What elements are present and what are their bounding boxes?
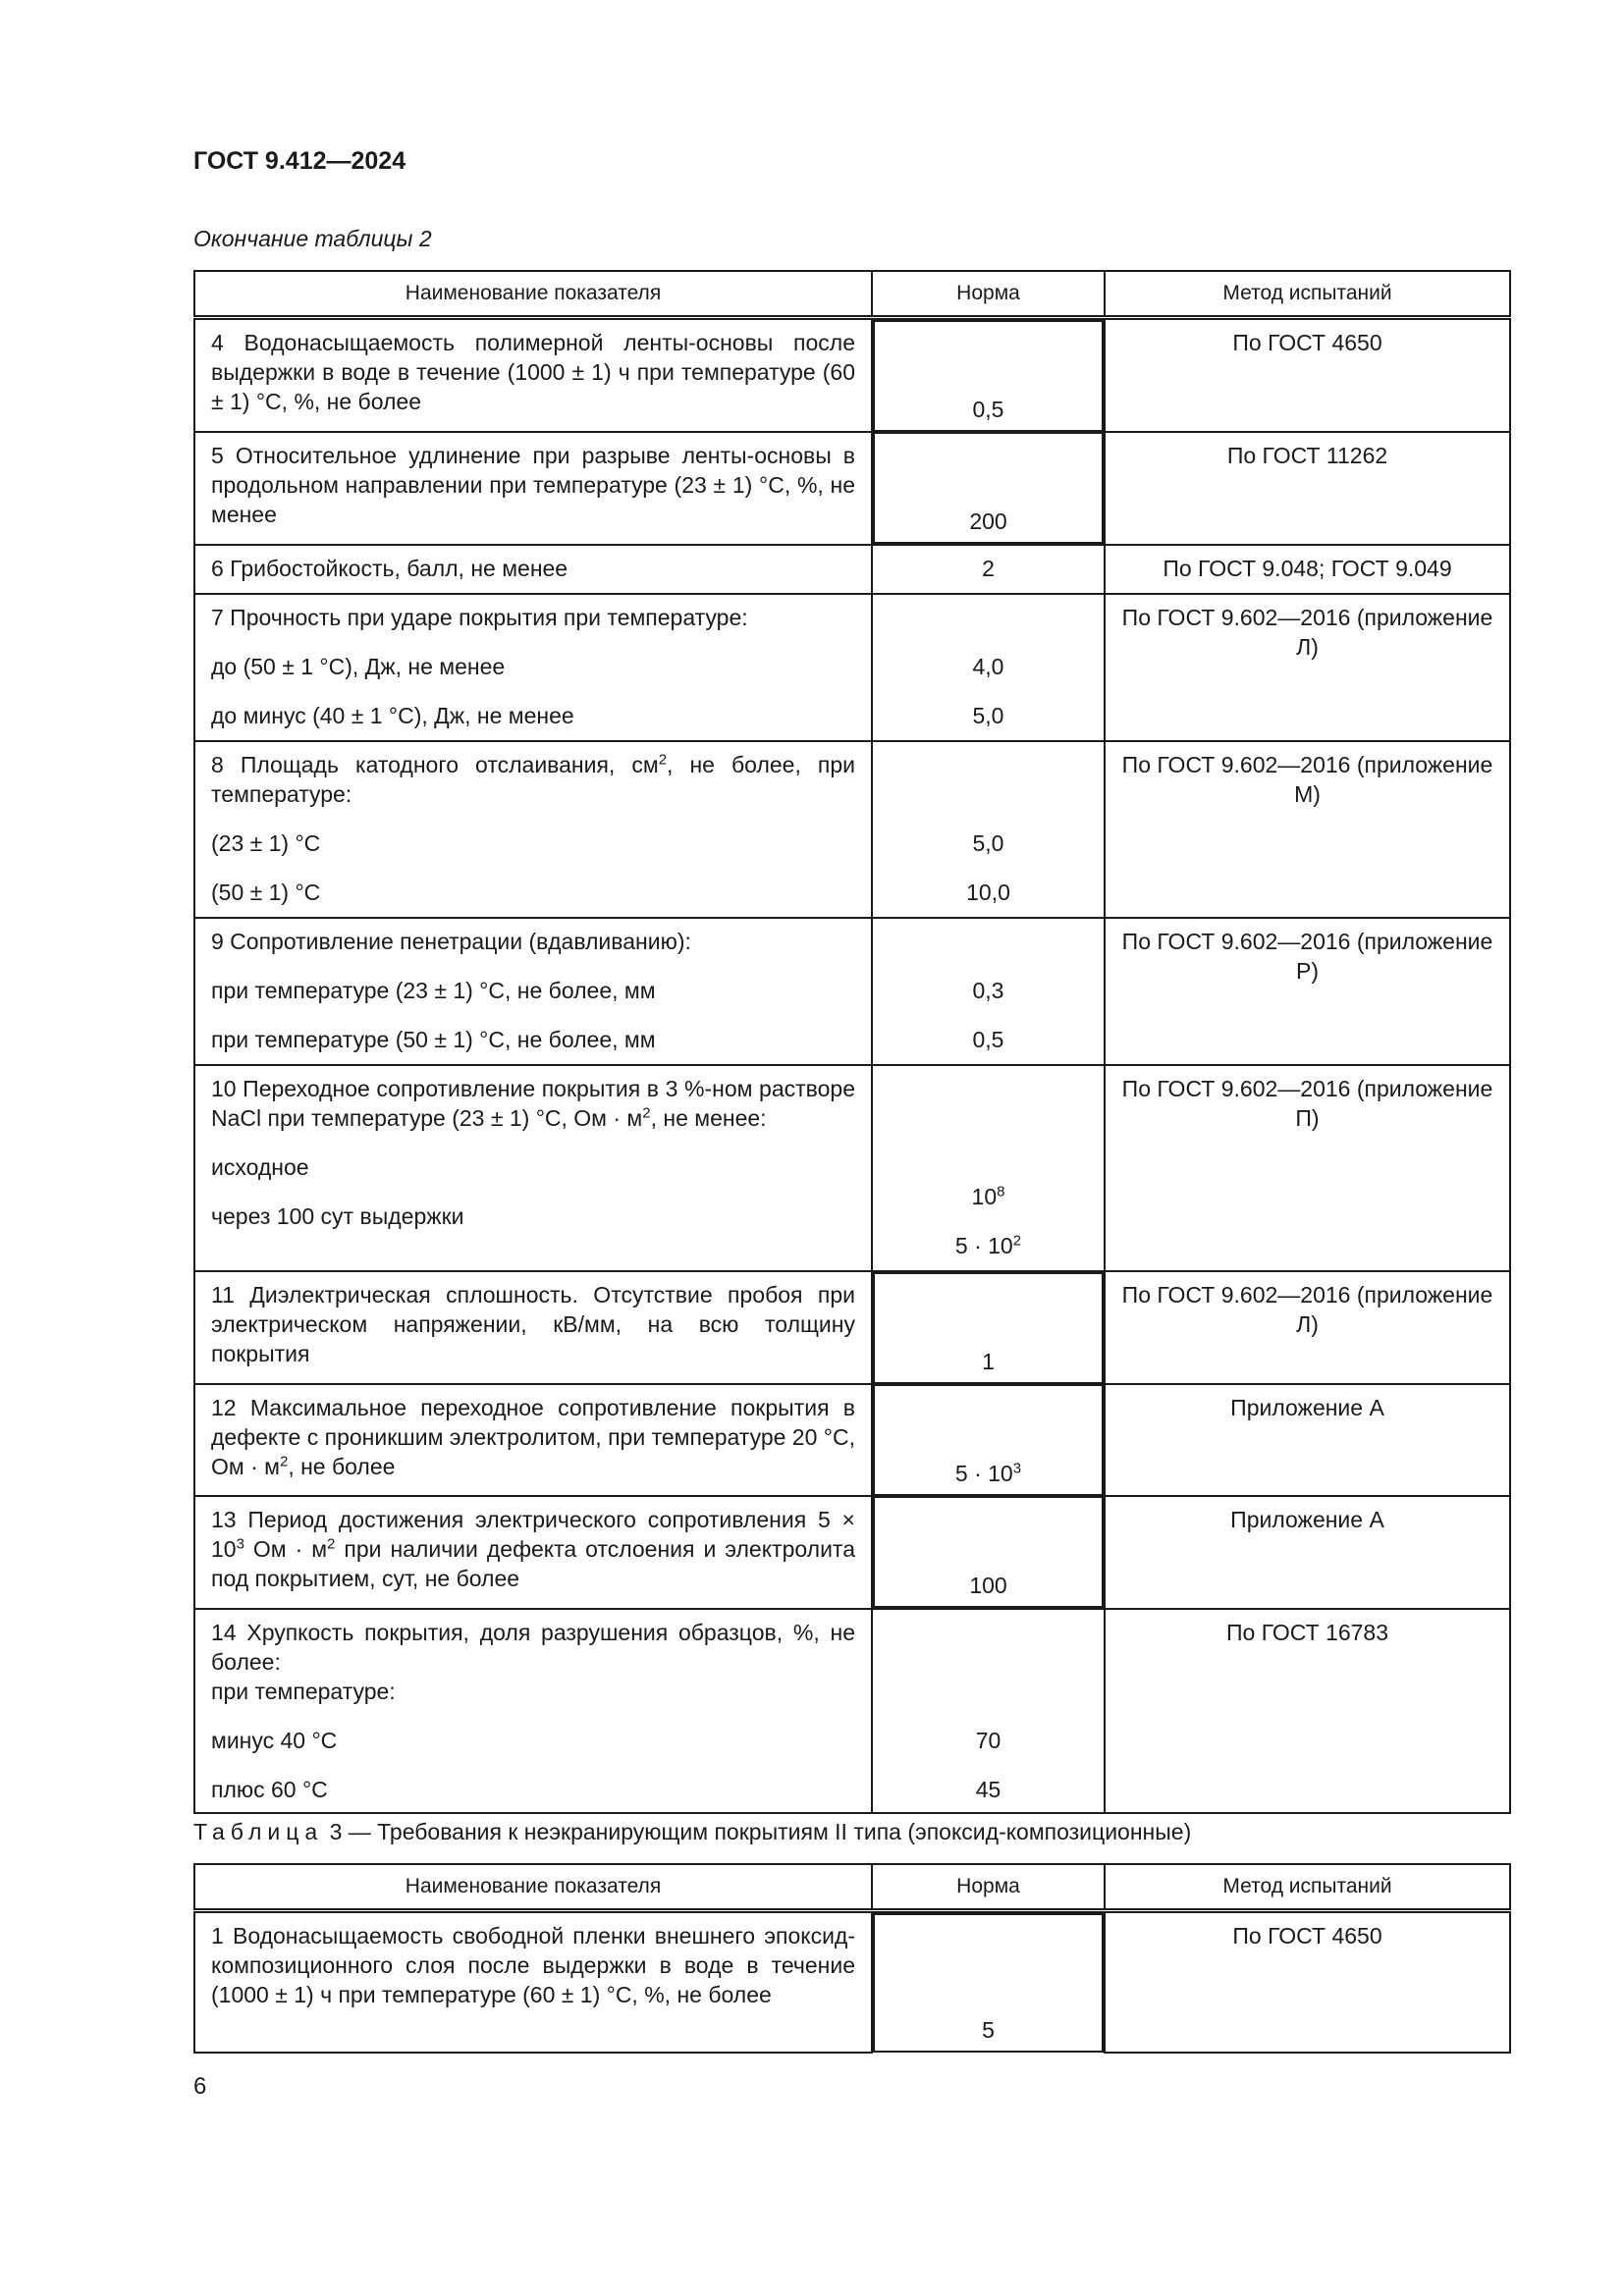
sub-item-label: минус 40 °C xyxy=(211,1728,338,1753)
table-row xyxy=(194,318,1510,433)
row-norm xyxy=(872,918,1105,1065)
row-norm xyxy=(873,1913,1104,2053)
row-title: 14 Хрупкость покрытия, доля разрушения образцов, %, не более: xyxy=(211,1620,855,1675)
row-method: По ГОСТ 9.602—2016 (приложение П) xyxy=(1105,1065,1510,1271)
norm-value: 200 xyxy=(969,508,1007,534)
sub-item-norm: 5,0 xyxy=(972,703,1004,728)
table-3 xyxy=(193,1863,1511,2054)
row-title: 9 Сопротивление пенетрации (вдавливанию): xyxy=(211,929,691,954)
row-title: 8 Площадь катодного отслаивания, $см^2$, не более, при температуре: xyxy=(211,751,855,807)
norm-value: $5 \cdot 10^3$ xyxy=(954,1460,1022,1486)
table-row xyxy=(194,1609,1510,1813)
row-name: 1 Водонасыщаемость свободной пленки внешнего эпоксид-композиционного слоя после выдержки в воде в течение (1000 ± 1) ч при температуре (60 ± 1) °C, %, не более xyxy=(194,1911,872,2054)
sub-item-norm: $5 \cdot 10^2$ xyxy=(954,1232,1022,1258)
sub-item-label: при температуре (50 ± 1) °C, не более, мм xyxy=(211,1027,656,1052)
sub-item-norm: 0,5 xyxy=(972,1027,1004,1052)
row-name: 6 Грибостойкость, балл, не менее xyxy=(194,545,872,594)
row-method: По ГОСТ 9.602—2016 (приложение Л) xyxy=(1105,1271,1510,1384)
row-method: Приложение А xyxy=(1105,1384,1510,1496)
sub-item-label: до минус (40 ± 1 °C), Дж, не менее xyxy=(211,703,574,728)
row-norm xyxy=(873,1384,1104,1496)
row-name xyxy=(194,594,872,741)
row-name xyxy=(194,1065,872,1271)
row-name xyxy=(194,1609,872,1813)
column-header-norm: Норма xyxy=(872,1864,1105,1911)
row-name: 11 Диэлектрическая сплошность. Отсутствие пробоя при электрическом напряжении, кВ/мм, на всю толщину покрытия xyxy=(194,1271,872,1384)
row-title: 7 Прочность при ударе покрытия при температуре: xyxy=(211,605,748,630)
row-method: По ГОСТ 9.602—2016 (приложение Р) xyxy=(1105,918,1510,1065)
row-norm xyxy=(872,741,1105,918)
row-name xyxy=(194,741,872,918)
row-subtitle: при температуре: xyxy=(211,1679,396,1704)
row-method: По ГОСТ 9.048; ГОСТ 9.049 xyxy=(1105,545,1510,594)
table-row xyxy=(194,918,1510,1065)
norm-value: 1 xyxy=(982,1349,995,1374)
page-number: 6 xyxy=(193,2073,207,2100)
sub-item-norm: 4,0 xyxy=(972,654,1004,679)
table-header-row xyxy=(194,271,1510,318)
sub-item-label: плюс 60 °C xyxy=(211,1777,328,1802)
sub-item-norm: 5,0 xyxy=(972,830,1004,856)
norm-value: 5 xyxy=(982,2017,995,2043)
column-header-method: Метод испытаний xyxy=(1105,1864,1510,1911)
row-method: По ГОСТ 4650 xyxy=(1105,1911,1510,2054)
table-row xyxy=(194,594,1510,741)
row-method: По ГОСТ 16783 xyxy=(1105,1609,1510,1813)
row-name: 12 Максимальное переходное сопротивление покрытия в дефекте с проникшим электролитом, при температуре 20 °C, Ом · $м^2$, не более xyxy=(194,1384,872,1496)
row-name: 4 Водонасыщаемость полимерной ленты-основы после выдержки в воде в течение (1000 ± 1) ч при температуре (60 ± 1) °C, %, не более xyxy=(194,318,872,433)
table-row xyxy=(194,741,1510,918)
table-row xyxy=(194,545,1510,594)
row-method: По ГОСТ 4650 xyxy=(1105,318,1510,433)
sub-item-label: до (50 ± 1 °C), Дж, не менее xyxy=(211,654,506,679)
sub-item-norm: 45 xyxy=(975,1777,1001,1802)
row-norm xyxy=(872,594,1105,741)
column-header-method: Метод испытаний xyxy=(1105,271,1510,318)
table-3-caption: Таблица 3 — Требования к неэкранирующим покрытиям II типа (эпоксид-композиционные) xyxy=(193,1819,1192,1844)
sub-item-norm: 0,3 xyxy=(972,978,1004,1003)
row-norm xyxy=(873,320,1104,432)
row-name: 5 Относительное удлинение при разрыве ленты-основы в продольном направлении при температуре (23 ± 1) °C, %, не менее xyxy=(194,432,872,545)
table-row xyxy=(194,1271,1510,1384)
table-row xyxy=(194,1496,1510,1609)
norm-value: 100 xyxy=(969,1573,1007,1598)
table-2 xyxy=(193,270,1511,1814)
sub-item-label: (50 ± 1) °C xyxy=(211,880,321,905)
table-row xyxy=(194,1065,1510,1271)
sub-item-label: (23 ± 1) °C xyxy=(211,830,321,856)
document-code: ГОСТ 9.412—2024 xyxy=(193,147,406,175)
column-header-norm: Норма xyxy=(872,271,1105,318)
row-norm xyxy=(872,1609,1105,1813)
column-header-name: Наименование показателя xyxy=(194,1864,872,1911)
norm-value: 0,5 xyxy=(972,397,1004,422)
row-name: 13 Период достижения электрического сопротивления $5 \times 10^3$ Ом · $м^2$ при наличии дефекта отслоения и электролита под покрытием, сут, не более xyxy=(194,1496,872,1609)
row-method: Приложение А xyxy=(1105,1496,1510,1609)
sub-item-norm: 70 xyxy=(975,1728,1001,1753)
row-title: 10 Переходное сопротивление покрытия в 3 %-ном растворе NaCl при температуре (23 ± 1) °C, Ом · $м^2$, не менее: xyxy=(211,1076,855,1131)
table-continuation-caption: Окончание таблицы 2 xyxy=(193,226,432,251)
column-header-name: Наименование показателя xyxy=(194,271,872,318)
row-norm: 2 xyxy=(872,545,1105,594)
row-norm xyxy=(872,1065,1105,1271)
sub-item-label: через 100 сут выдержки xyxy=(211,1203,464,1229)
row-norm xyxy=(873,432,1104,544)
sub-item-norm: 10,0 xyxy=(966,880,1010,905)
row-norm xyxy=(873,1272,1104,1384)
row-method: По ГОСТ 9.602—2016 (приложение М) xyxy=(1105,741,1510,918)
table-row xyxy=(194,1384,1510,1496)
row-method: По ГОСТ 11262 xyxy=(1105,432,1510,545)
row-method: По ГОСТ 9.602—2016 (приложение Л) xyxy=(1105,594,1510,741)
sub-item-label: при температуре (23 ± 1) °C, не более, мм xyxy=(211,978,656,1003)
row-norm xyxy=(873,1496,1104,1608)
sub-item-label: исходное xyxy=(211,1154,309,1180)
table-row xyxy=(194,432,1510,545)
table-row xyxy=(194,1911,1510,2054)
row-name xyxy=(194,918,872,1065)
sub-item-norm: $10^8$ xyxy=(971,1183,1005,1209)
table-header-row xyxy=(194,1864,1510,1911)
